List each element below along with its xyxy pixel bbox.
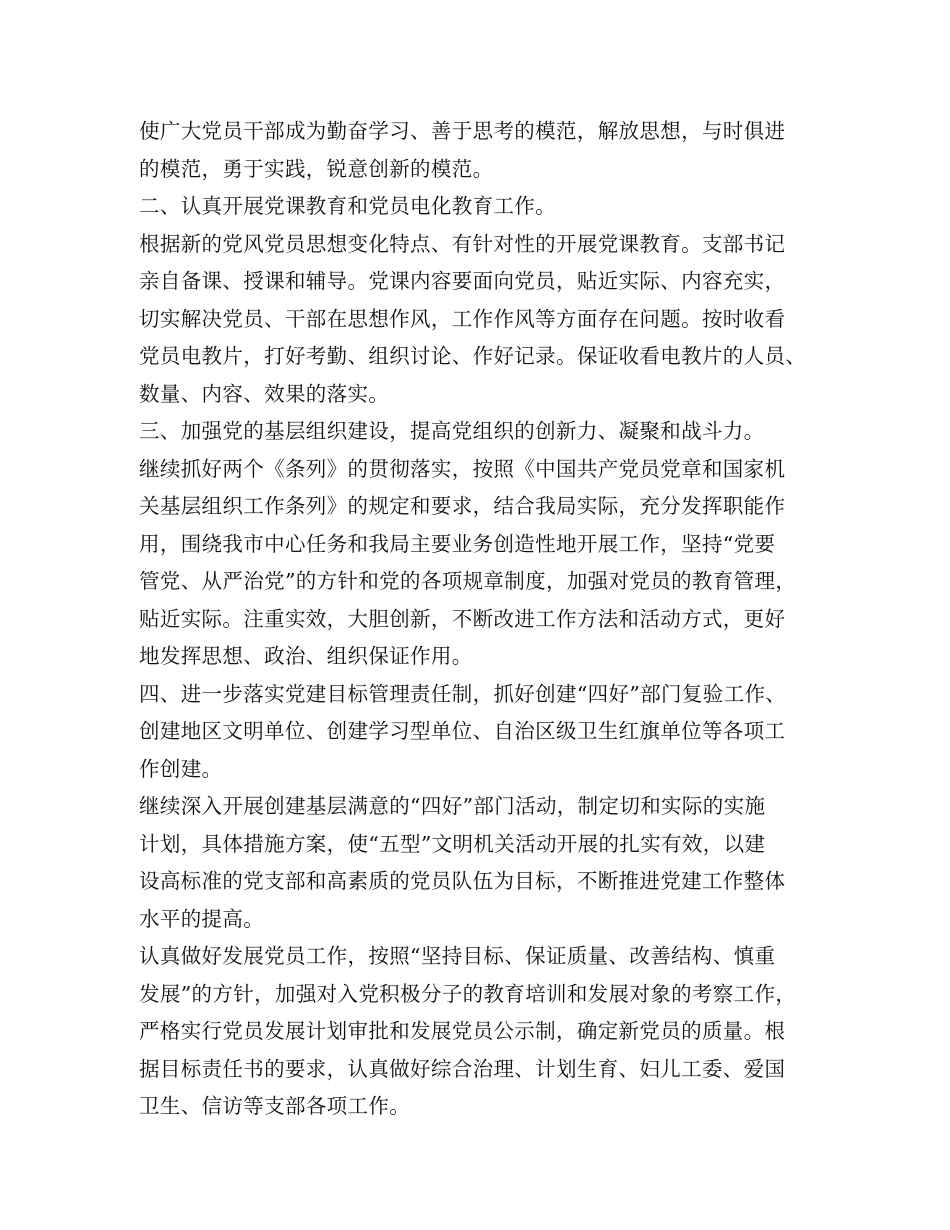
text-line: 水平的提高。 <box>139 906 265 931</box>
section-heading: 作创建。 <box>139 756 223 781</box>
text-line: 继续深入开展创建基层满意的“四好”部门活动，制定切和实际的实施 <box>139 794 766 818</box>
text-line: 发展”的方针，加强对入党积极分子的教育培训和发展对象的考察工作， <box>139 981 797 1006</box>
text-line: 根据新的党风党员思想变化特点、有针对性的开展党课教育。支部书记 <box>139 231 786 256</box>
text-line: 数量、内容、效果的落实。 <box>139 381 390 406</box>
text-line: 据目标责任书的要求，认真做好综合治理、计划生育、妇儿工委、爱国 <box>139 1056 786 1081</box>
text-line: 严格实行党员发展计划审批和发展党员公示制，确定新党员的质量。根 <box>139 1019 786 1043</box>
section-heading: 创建地区文明单位、创建学习型单位、自治区级卫生红旗单位等各项工 <box>139 719 786 743</box>
text-line: 计划，具体措施方案，使“五型”文明机关活动开展的扎实有效，以建 <box>139 831 766 856</box>
text-line: 切实解决党员、干部在思想作风，工作作风等方面存在问题。按时收看 <box>139 306 786 331</box>
text-line: 认真做好发展党员工作，按照“坚持目标、保证质量、改善结构、慎重 <box>139 944 776 968</box>
section-heading: 二、认真开展党课教育和党员电化教育工作。 <box>139 194 556 218</box>
section-heading: 四、进一步落实党建目标管理责任制，抓好创建“四好”部门复验工作、 <box>139 681 787 706</box>
text-line: 关基层组织工作条列》的规定和要求，结合我局实际，充分发挥职能作 <box>139 494 786 518</box>
text-line: 亲自备课、授课和辅导。党课内容要面向党员，贴近实际、内容充实， <box>139 269 786 293</box>
text-line: 地发挥思想、政治、组织保证作用。 <box>139 644 473 668</box>
text-line: 用，围绕我市中心任务和我局主要业务创造性地开展工作，坚持“党要 <box>139 531 776 556</box>
text-line: 使广大党员干部成为勤奋学习、善于思考的模范，解放思想，与时俱进 <box>139 119 786 143</box>
text-line: 设高标准的党支部和高素质的党员队伍为目标，不断推进党建工作整体 <box>139 869 786 893</box>
text-line: 管党、从严治党”的方针和党的各项规章制度，加强对党员的教育管理， <box>139 569 797 593</box>
text-line: 贴近实际。注重实效，大胆创新，不断改进工作方法和活动方式，更好 <box>139 606 786 631</box>
text-line: 党员电教片，打好考勤、组织讨论、作好记录。保证收看电教片的人员、 <box>139 344 807 368</box>
text-line: 的模范，勇于实践，锐意创新的模范。 <box>139 156 494 181</box>
document-body <box>139 113 829 1126</box>
section-heading: 三、加强党的基层组织建设，提高党组织的创新力、凝聚和战斗力。 <box>139 419 765 443</box>
text-line: 卫生、信访等支部各项工作。 <box>139 1094 411 1118</box>
text-line: 继续抓好两个《条列》的贯彻落实，按照《中国共产党员党章和国家机 <box>139 456 786 481</box>
